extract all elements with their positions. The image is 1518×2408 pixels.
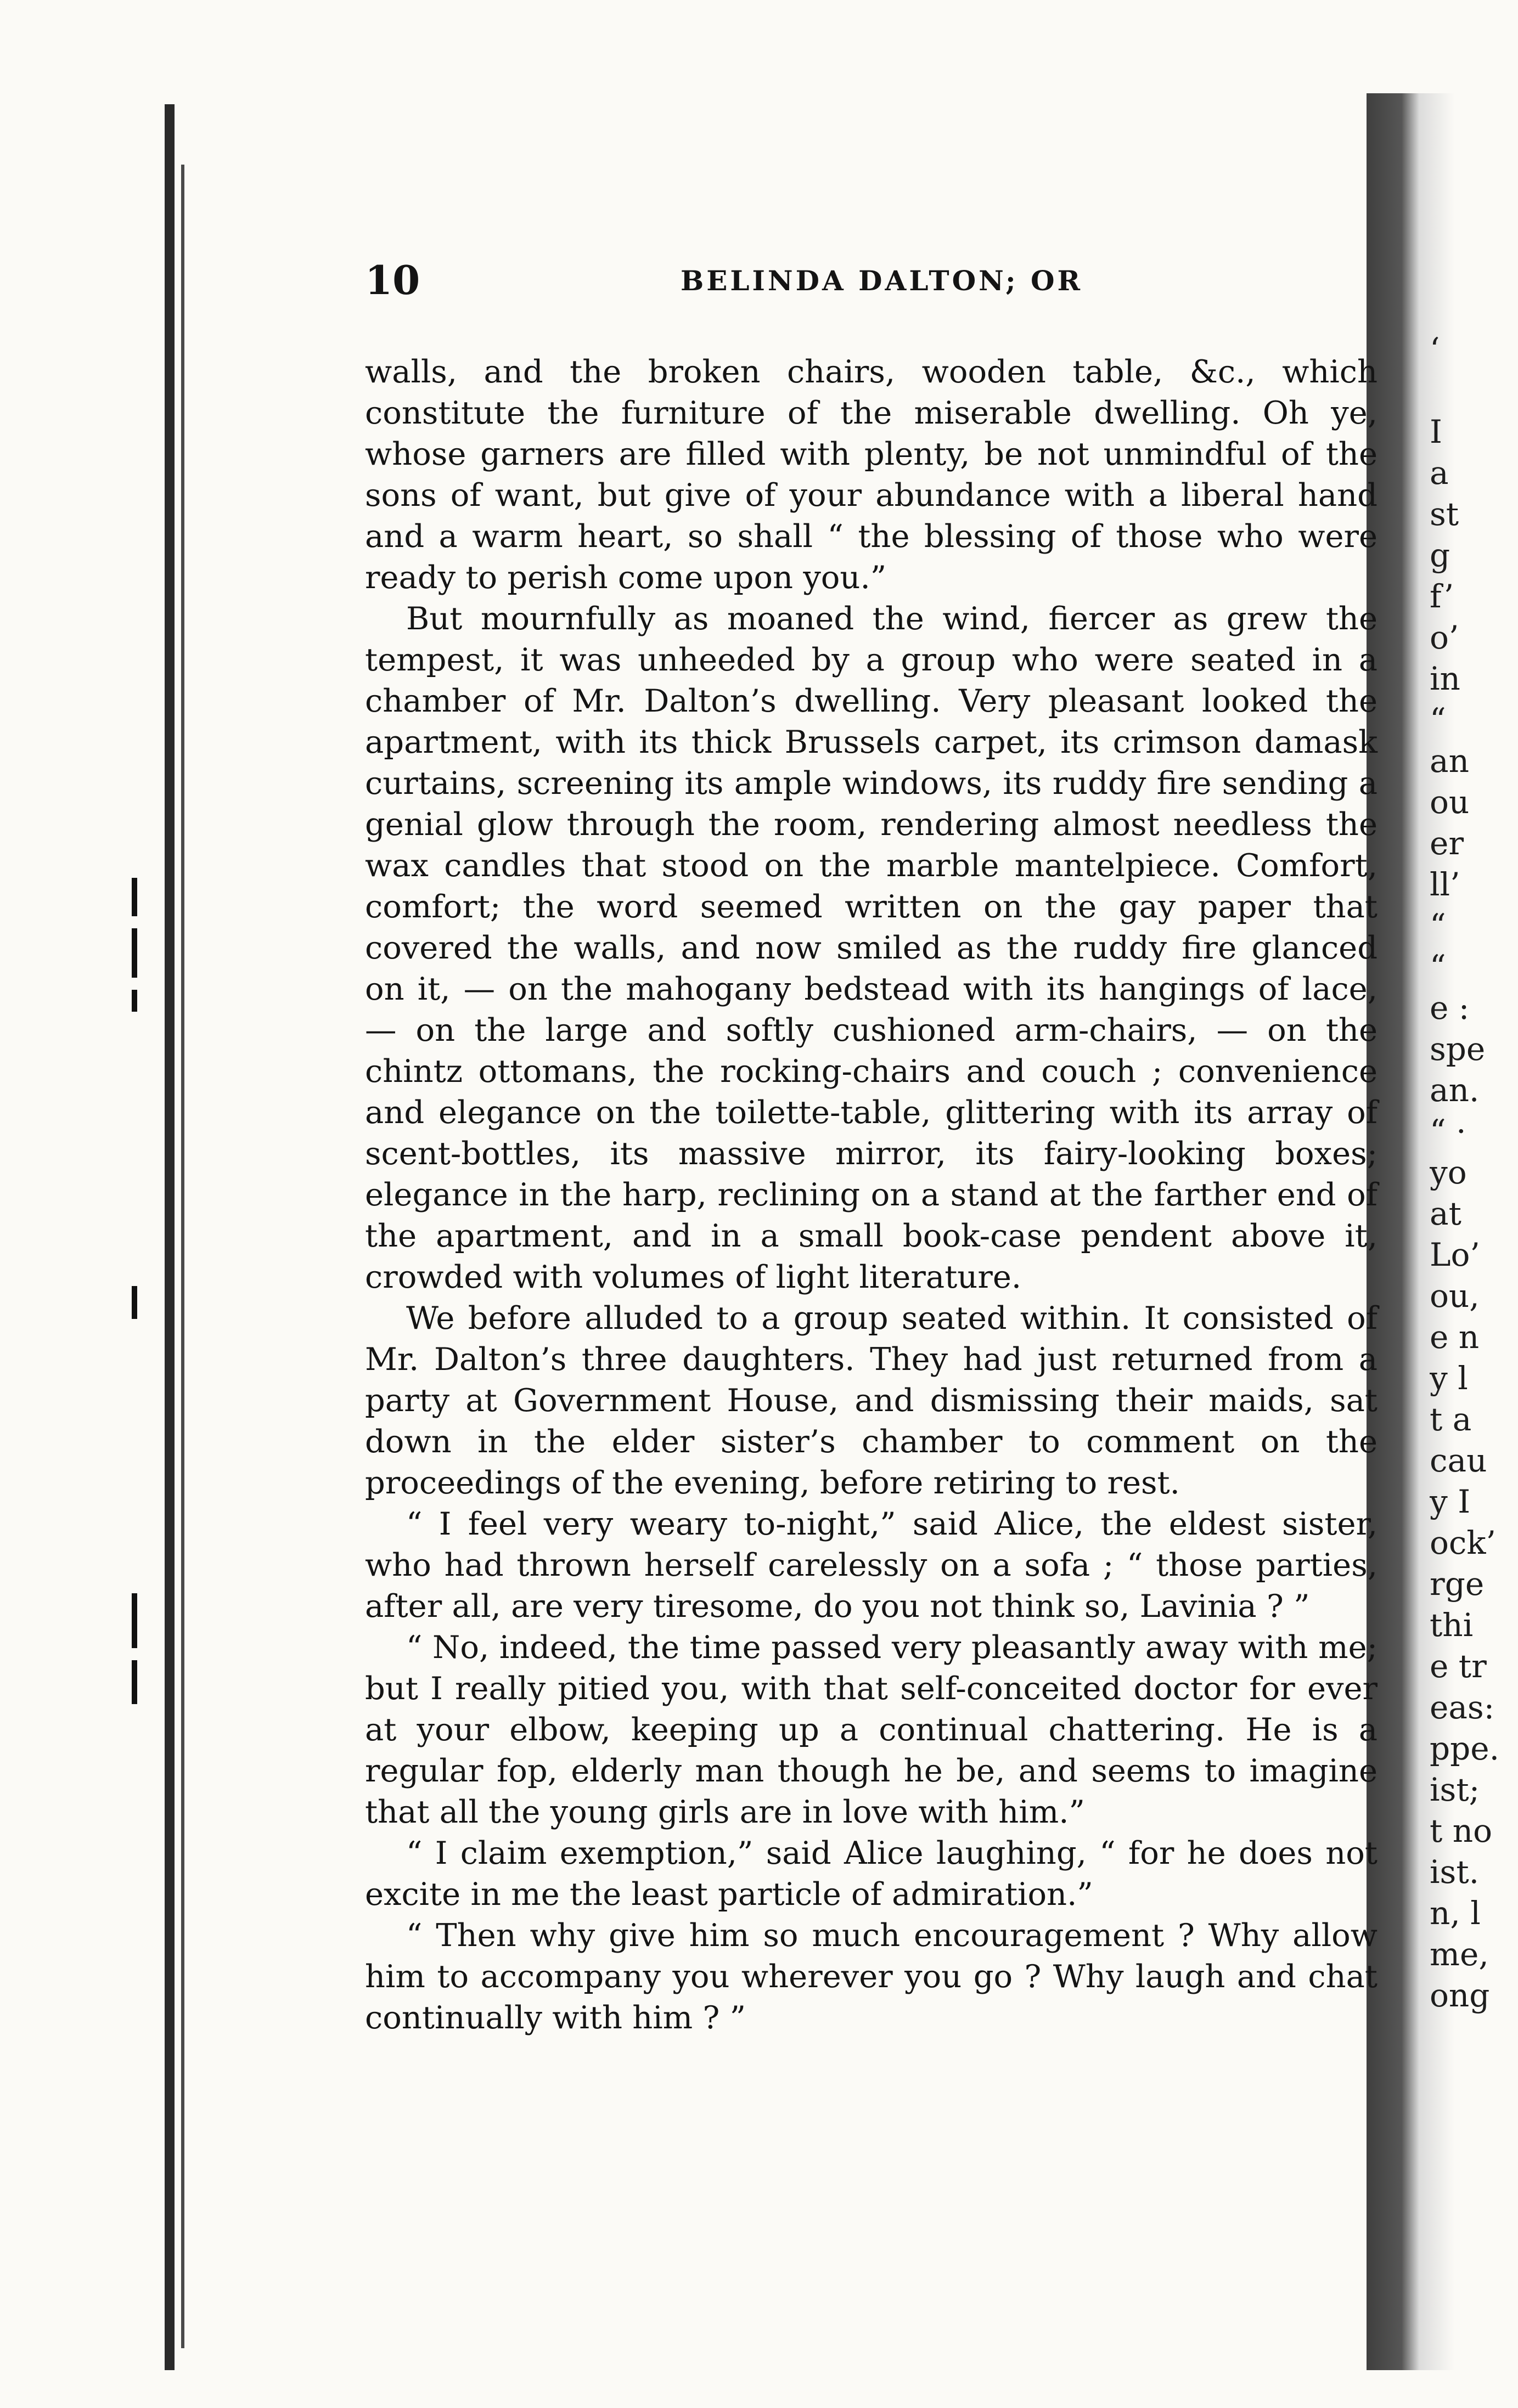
paragraph: “ Then why give him so much encouragement ? Why allow him to accompany you wherever you go ? Why laugh and chat continually with him ? ” xyxy=(365,1917,1378,2036)
bleed-fragment: a xyxy=(1430,454,1449,492)
page-header xyxy=(365,257,1399,301)
bleed-fragment: ppe. xyxy=(1430,1730,1500,1767)
paragraph: We before alluded to a group seated within. It consisted of Mr. Dalton’s three daughters. They had just returned from a party at Government House, and dismissing their maids, sat down in the elder sister’s chamber to comment on the proceedings of the evening, before retiring to rest. xyxy=(365,1300,1378,1501)
bleed-fragment: eas: xyxy=(1430,1689,1495,1726)
bleed-fragment: me, xyxy=(1430,1936,1489,1973)
bleed-fragment: “ xyxy=(1430,907,1446,944)
bleed-fragment: at xyxy=(1430,1195,1461,1232)
page-number: 10 xyxy=(365,257,420,303)
bleed-fragment: ou, xyxy=(1430,1277,1480,1315)
bleed-fragment: an xyxy=(1430,742,1469,780)
bleed-fragment: “ xyxy=(1430,701,1446,738)
bleed-fragment: f’ xyxy=(1430,578,1454,615)
bleed-fragment: “ xyxy=(1430,948,1446,985)
binding-edge xyxy=(165,104,175,2370)
bleed-fragment: y l xyxy=(1430,1360,1468,1397)
bleed-fragment: “ · xyxy=(1430,1113,1466,1150)
bleed-fragment: I xyxy=(1430,413,1442,450)
facing-page-bleed xyxy=(1430,329,1517,2085)
bleed-fragment: ist. xyxy=(1430,1853,1480,1891)
bleed-fragment: yo xyxy=(1430,1154,1467,1191)
paragraph: “ I claim exemption,” said Alice laughing, “ for he does not excite in me the least particle of admiration.” xyxy=(365,1835,1378,1913)
bleed-fragment xyxy=(1430,370,1517,411)
bleed-fragment: an. xyxy=(1430,1072,1480,1109)
bleed-fragment: t no xyxy=(1430,1812,1493,1849)
bleed-fragment: e tr xyxy=(1430,1648,1487,1685)
bleed-fragment: st xyxy=(1430,495,1459,533)
bleed-fragment: ll’ xyxy=(1430,866,1460,903)
bleed-fragment: ock’ xyxy=(1430,1524,1496,1561)
binding-shadow xyxy=(181,165,184,2348)
bleed-fragment: e n xyxy=(1430,1318,1480,1356)
paragraph: “ I feel very weary to-night,” said Alice, the eldest sister, who had thrown herself carelessly on a sofa ; “ those parties, after all, are very tiresome, do you not think so, Lavinia ? ” xyxy=(365,1505,1378,1625)
bleed-fragment: ong xyxy=(1430,1977,1490,2014)
bleed-fragment: y I xyxy=(1430,1483,1471,1520)
bleed-fragment: er xyxy=(1430,825,1464,862)
bleed-fragment: ist; xyxy=(1430,1771,1480,1808)
bleed-fragment: ou xyxy=(1430,783,1470,821)
bleed-fragment: n, l xyxy=(1430,1894,1481,1932)
bleed-fragment: rge xyxy=(1430,1565,1485,1603)
bleed-fragment: Lo’ xyxy=(1430,1236,1480,1273)
bleed-fragment: spe xyxy=(1430,1030,1486,1068)
bleed-fragment: cau xyxy=(1430,1442,1487,1479)
running-head: BELINDA DALTON; OR xyxy=(681,264,1083,297)
paragraph: But mournfully as moaned the wind, fiercer as grew the tempest, it was unheeded by a group who were seated in a chamber of Mr. Dalton’s dwelling. Very pleasant looked the apartment, with its thick Brussels carpet, its crimson damask curtains, screening its ample windows, its ruddy fire sending a genial glow through the room, rendering almost needless the wax candles that stood on the marble mantelpiece. Comfort, comfort; the word seemed written on the gay paper that covered the walls, and now smiled as the ruddy fire glanced on it, — on the mahogany bedstead with its hangings of lace, — on the large and softly cushioned arm-chairs, — on the chintz ottomans, the rocking-chairs and couch ; convenience and elegance on the toilette-table, glittering with its array of scent-bottles, its massive mirror, its fairy-looking boxes; elegance in the harp, reclining on a stand at the farther end of the apartment, and in a small book-case pendent above it, crowded with volumes of light literature. xyxy=(365,600,1378,1295)
paragraph: walls, and the broken chairs, wooden table, &c., which constitute the furniture of the miserable dwelling. Oh ye, whose garners are filled with plenty, be not unmindful of the sons of want, but give of your abundance with a liberal hand and a warm heart, so shall “ the blessing of those who were ready to perish come upon you.” xyxy=(365,353,1378,596)
body-text xyxy=(365,351,1378,2038)
bleed-fragment: e : xyxy=(1430,989,1470,1027)
paragraph: “ No, indeed, the time passed very pleasantly away with me; but I really pitied you, with that self-conceited doctor for ever at your elbow, keeping up a continual chattering. He is a regular fop, elderly man though he be, and seems to imagine that all the young girls are in love with him.” xyxy=(365,1629,1378,1830)
binding-marks xyxy=(132,878,154,1716)
bleed-fragment: t a xyxy=(1430,1401,1472,1438)
bleed-fragment: thi xyxy=(1430,1606,1474,1644)
bleed-fragment: g xyxy=(1430,537,1450,574)
bleed-fragment: in xyxy=(1430,660,1460,697)
bleed-fragment: o’ xyxy=(1430,619,1459,656)
bleed-fragment: ‘ xyxy=(1430,331,1440,368)
